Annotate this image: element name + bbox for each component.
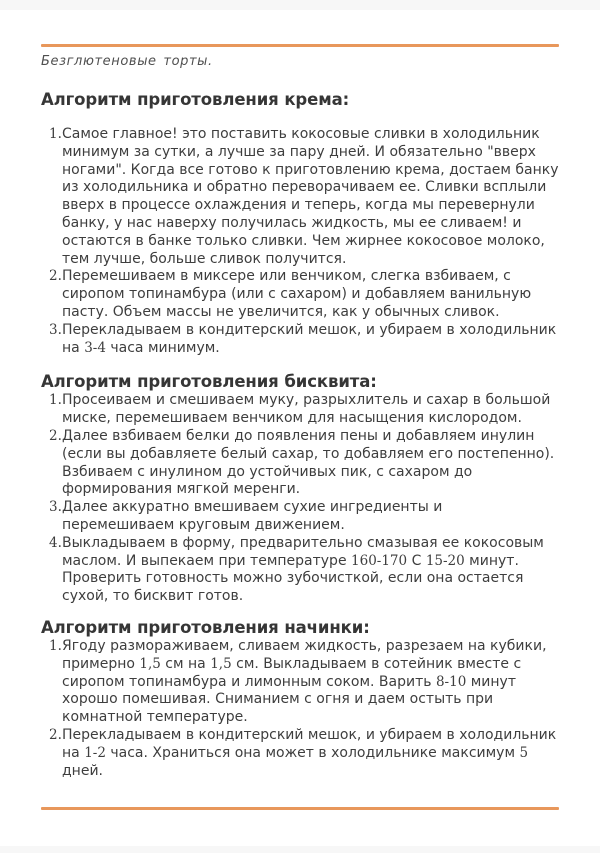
- section-biscuit-list: [41, 392, 559, 606]
- item-number: 3.: [49, 321, 62, 338]
- document-subtitle: Безглютеновые торты.: [41, 54, 213, 69]
- item-text: Перекладываем в кондитерский мешок, и убираем в холодильник на 1-2 часа. Храниться она может в холодильнике максимум 5 дней.: [62, 726, 557, 779]
- item-number: 4.: [49, 534, 62, 551]
- section-filling: [41, 618, 559, 780]
- item-number: 3.: [49, 499, 62, 516]
- item-text: Далее взбиваем белки до появления пены и добавляем инулин (если вы добавляете белый сахар, то добавляем его постепенно). Взбиваем с инулином до устойчивых пик, с сахаром до формирования мягкой меренги.: [62, 427, 555, 498]
- section-cream: [41, 90, 559, 357]
- list-item: [41, 126, 559, 268]
- section-biscuit: [41, 372, 559, 606]
- page-top-edge: [0, 0, 600, 10]
- item-text: Самое главное! это поставить кокосовые сливки в холодильник минимум за сутки, а лучше за пару дней. И обязательно "вверх ногами". Когда все готово к приготовлению крема, достаем банку из холодильника и обратно переворачиваем ее. Сливки всплыли вверх в процессе охлаждения и теперь, когда мы перевернули банку, у нас наверху получилась жидкость, мы ее сливаем! и остаются в банке только сливки. Чем жирнее кокосовое молоко, тем лучше, больше сливок получится.: [62, 126, 559, 267]
- section-biscuit-title: Алгоритм приготовления бисквита:: [41, 372, 377, 392]
- item-text: Далее аккуратно вмешиваем сухие ингредиенты и перемешиваем круговым движением.: [62, 499, 443, 533]
- item-number: 1.: [49, 392, 62, 409]
- section-filling-list: [41, 638, 559, 780]
- item-text: Перемешиваем в миксере или венчиком, слегка взбиваем, с сиропом топинамбура (или с сахаром) и добавляем ванильную пасту. Объем массы не увеличится, как у обычных сливок.: [62, 268, 532, 320]
- list-item: [41, 499, 559, 535]
- list-item: [41, 392, 559, 428]
- item-text: Просеиваем и смешиваем муку, разрыхлитель и сахар в большой миске, перемешиваем венчиком для насыщения кислородом.: [62, 392, 551, 427]
- section-filling-title: Алгоритм приготовления начинки:: [41, 617, 370, 637]
- list-item: [41, 268, 559, 321]
- list-item: [41, 638, 559, 727]
- item-number: 1.: [49, 126, 62, 142]
- section-cream-title: Алгоритм приготовления крема:: [41, 90, 350, 109]
- item-text: Перекладываем в кондитерский мешок, и убираем в холодильник на 3-4 часа минимум.: [62, 321, 557, 356]
- item-text: Выкладываем в форму, предварительно смазывая ее кокосовым маслом. И выпекаем при температуре 160-170 С 15-20 минут. Проверить готовность можно зубочисткой, если она остается сухой, то бисквит готов.: [62, 534, 544, 605]
- section-cream-list: [41, 126, 559, 357]
- list-item: [41, 428, 559, 499]
- top-divider: [41, 44, 559, 47]
- item-number: 2.: [49, 427, 62, 444]
- bottom-divider: [41, 807, 559, 810]
- item-number: 2.: [49, 726, 62, 743]
- page-bottom-edge: [0, 846, 600, 853]
- item-number: 1.: [49, 637, 62, 654]
- list-item: [41, 322, 559, 358]
- list-item: [41, 727, 559, 780]
- item-number: 2.: [49, 268, 62, 285]
- list-item: [41, 535, 559, 606]
- item-text: Ягоду размораживаем, сливаем жидкость, разрезаем на кубики, примерно 1,5 см на 1,5 см. Выкладываем в сотейник вместе с сиропом топинамбура и лимонным соком. Варить 8-10 минут хорошо помешивая. Сниманием с огня и даем остыть при комнатной температуре.: [62, 637, 547, 726]
